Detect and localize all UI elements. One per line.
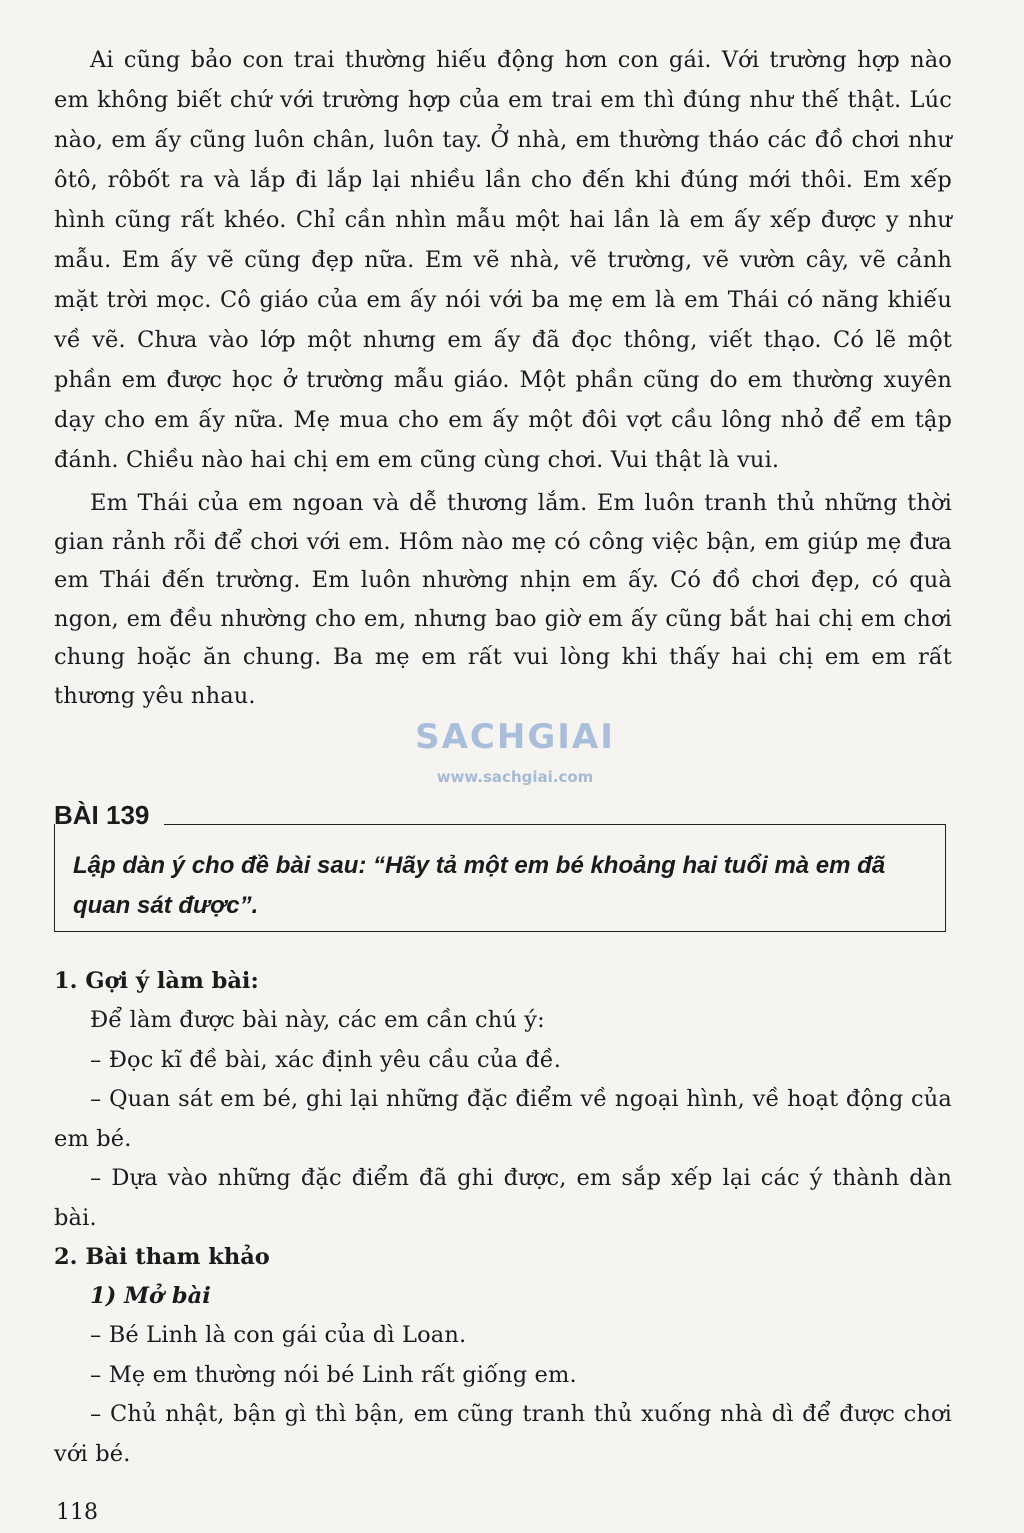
guide-heading: 1. Gợi ý làm bài: [54,968,259,994]
paragraph-1: Ai cũng bảo con trai thường hiếu động hơn con gái. Với trường hợp nào em không biết chứ với trường hợp của em trai em thì đúng như thế thật. Lúc nào, em ấy cũng luôn chân, luôn tay. Ở nhà, em thường tháo các đồ chơi như ôtô, rôbốt ra và lắp đi lắp lại nhiều lần cho đến khi đúng mới thôi. Em xếp hình cũng rất khéo. Chỉ cần nhìn mẫu một hai lần là em ấy xếp được y như mẫu. Em ấy vẽ cũng đẹp nữa. Em vẽ nhà, vẽ trường, vẽ vườn cây, vẽ cảnh mặt trời mọc. Cô giáo của em ấy nói với ba mẹ em là em Thái có năng khiếu về vẽ. Chưa vào lớp một nhưng em ấy đã đọc thông, viết thạo. Có lẽ một phần em được học ở trường mẫu giáo. Một phần cũng do em thường xuyên dạy cho em ấy nữa. Mẹ mua cho em ấy một đôi vợt cầu lông nhỏ để em tập đánh. Chiều nào hai chị em em cũng cùng chơi. Vui thật là vui. [54,47,952,473]
paragraph-2: Em Thái của em ngoan và dễ thương lắm. Em luôn tranh thủ những thời gian rảnh rỗi để chơi với em. Hôm nào mẹ có công việc bận, em giúp mẹ đưa em Thái đến trường. Em luôn nhường nhịn em ấy. Có đồ chơi đẹp, có quà ngon, em đều nhường cho em, nhưng bao giờ em ấy cũng bắt hai chị em chơi chung hoặc ăn chung. Ba mẹ em rất vui lòng khi thấy hai chị em em rất thương yêu nhau. [54,490,952,709]
story-text [54,40,952,715]
reference-item: – Bé Linh là con gái của dì Loan. [90,1322,467,1348]
reference-heading: 2. Bài tham khảo [54,1244,270,1270]
reference-item: – Chủ nhật, bận gì thì bận, em cũng tranh thủ xuống nhà dì để được chơi với bé. [54,1401,952,1467]
page-number: 118 [56,1500,98,1525]
watermark-url: www.sachgiai.com [436,768,594,786]
guide-item: – Dựa vào những đặc điểm đã ghi được, em sắp xếp lại các ý thành dàn bài. [54,1165,952,1231]
guide-item: – Quan sát em bé, ghi lại những đặc điểm về ngoại hình, về hoạt động của em bé. [54,1086,952,1152]
watermark-logo: SACHGIAI [415,717,615,757]
guide-intro: Để làm được bài này, các em cần chú ý: [90,1007,545,1033]
watermark [400,718,630,786]
reference-item: – Mẹ em thường nói bé Linh rất giống em. [90,1361,577,1388]
task-box [54,824,946,932]
lesson-title: BÀI 139 [54,800,150,830]
reference-subheading: 1) Mở bài [90,1283,211,1309]
guide-section [54,962,952,1474]
guide-item: – Đọc kĩ đề bài, xác định yêu cầu của đề. [90,1046,562,1073]
task-text: Lập dàn ý cho đề bài sau: “Hãy tả một em bé khoảng hai tuổi mà em đã quan sát được”. [73,852,886,919]
